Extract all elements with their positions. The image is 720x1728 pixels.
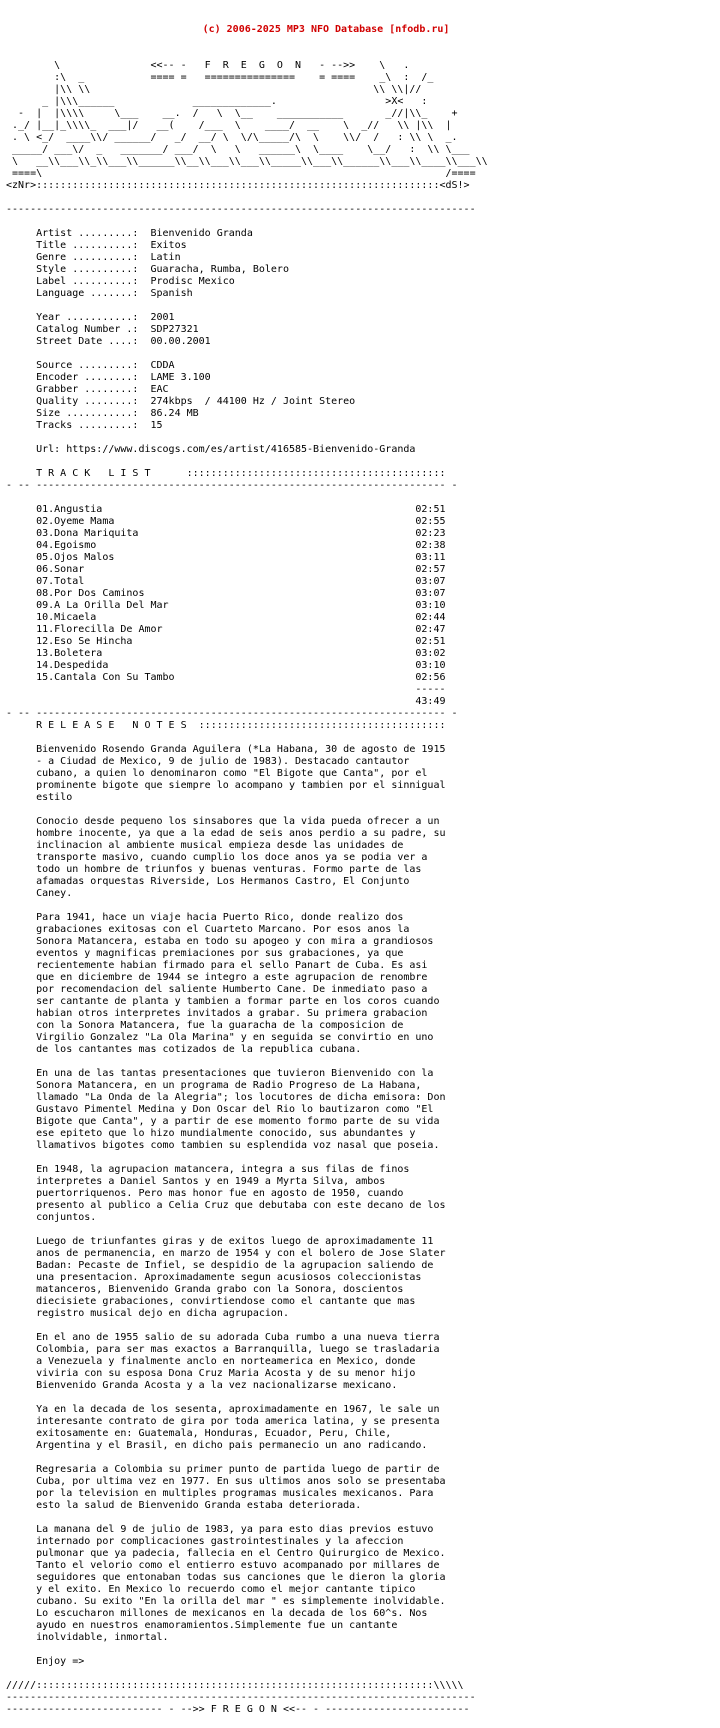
nfo-line: una presentacion. Aproximadamente segun acusiosos coleccionistas (6, 1272, 422, 1283)
nfo-line: /////::::::::::::::::::::::::::::::::::::::::::::::::::::::::::::::::::\\\\\ (6, 1680, 464, 1691)
nfo-document (6, 0, 714, 1728)
nfo-line: T R A C K L I S T ::::::::::::::::::::::::::::::::::::::::::: (6, 468, 446, 479)
nfo-line: Catalog Number .: SDP27321 (6, 324, 199, 335)
nfo-line: . \ <_/ ____\\/ ______/ _/ __/ \ \/\_____/\ \ \\/ / : \\ \ _. (6, 132, 458, 143)
nfo-line: Style ..........: Guaracha, Rumba, Bolero (6, 264, 289, 275)
nfo-line: Cuba, por ultima vez en 1977. En sus ultimos anos solo se presentaba (6, 1476, 446, 1487)
nfo-line: pulmonar que ya padecia, fallecia en el Centro Quirurgico de Mexico. (6, 1548, 446, 1559)
nfo-line (6, 456, 714, 468)
nfo-line (6, 1320, 714, 1332)
nfo-line (6, 492, 714, 504)
nfo-line: interesante contrato de gira por toda america latina, y se presenta (6, 1416, 440, 1427)
nfo-line: 06.Sonar 02:57 (6, 564, 446, 575)
nfo-line (6, 192, 714, 204)
nfo-line: 43:49 (6, 696, 446, 707)
nfo-line (6, 900, 714, 912)
nfo-line: 02.Oyeme Mama 02:55 (6, 516, 446, 527)
nfo-line: Street Date ....: 00.00.2001 (6, 336, 211, 347)
nfo-line: por la television en multiples programas musicales mexicanos. Para (6, 1488, 434, 1499)
nfo-line: registro musical dejo en dicha agrupacion. (6, 1308, 289, 1319)
nfo-line: -------------------------- - -->> F R E G O N <<-- - ------------------------ (6, 1704, 470, 1715)
nfo-line (6, 216, 714, 228)
nfo-line: prominente bigote que siempre lo acompano y tambien por el sinnigual (6, 780, 446, 791)
nfo-line: En 1948, la agrupacion matancera, integra a sus filas de finos (6, 1164, 410, 1175)
nfo-line: R E L E A S E N O T E S ::::::::::::::::::::::::::::::::::::::::: (6, 720, 446, 731)
nfo-line (6, 300, 714, 312)
nfo-line: 11.Florecilla De Amor 02:47 (6, 624, 446, 635)
nfo-line (6, 1644, 714, 1656)
nfo-line: llamativos bigotes como tambien su esplendida voz nasal que poseia. (6, 1140, 440, 1151)
nfo-line: que en diciembre de 1944 se integro a este agrupacion de renombre (6, 972, 428, 983)
nfo-line: 15.Cantala Con Su Tambo 02:56 (6, 672, 446, 683)
nfo-line: a Venezuela y finalmente anclo en norteamerica en Mexico, donde (6, 1356, 416, 1367)
nfo-line: Size ...........: 86.24 MB (6, 408, 199, 419)
nfo-line: :\ _ ==== = =============== = ==== _\ : /_ (6, 72, 434, 83)
nfo-line: |\\ \\ \\ \\|// (6, 84, 422, 95)
nfo-line: viviria con su esposa Dona Cruz Maria Acosta y de su menor hijo (6, 1368, 416, 1379)
nfo-line (6, 1392, 714, 1404)
nfo-line: llamado "La Onda de la Alegria"; los locutores de dicha emisora: Don (6, 1092, 446, 1103)
nfo-line: eventos y magnificas premiaciones por sus grabaciones, ya que (6, 948, 404, 959)
nfo-line (6, 1512, 714, 1524)
nfo-line: inclinacion al ambiente musical empieza desde las unidades de (6, 840, 404, 851)
nfo-line: Badan: Pecaste de Infiel, se despidio de la agrupacion saliendo de (6, 1260, 434, 1271)
nfo-line: Caney. (6, 888, 73, 899)
nfo-line: hombre inocente, ya que a la edad de seis anos perdio a su padre, su (6, 828, 446, 839)
nfo-line: 13.Boletera 03:02 (6, 648, 446, 659)
nfo-line: ------------------------------------------------------------------------------ (6, 204, 476, 215)
nfo-line: seguidores que entonaban todas sus canciones que le dieron la gloria (6, 1572, 446, 1583)
nfo-line: - | |\\\\ \___ __. / \ \__ ___________ _//|\\_ + (6, 108, 458, 119)
nfo-line: de los cantantes mas cotizados de la republica cubana. (6, 1044, 362, 1055)
nfo-line: y el exito. En Mexico lo recuerdo como el mejor cantante tipico (6, 1584, 416, 1595)
nfo-line: Lo escucharon millones de mexicanos en la decada de los 60^s. Nos (6, 1608, 428, 1619)
nfo-line: Conocio desde pequeno los sinsabores que la vida pueda ofrecer a un (6, 816, 440, 827)
nfo-line: Genre ..........: Latin (6, 252, 181, 263)
nfo-line: ser cantante de planta y tambien a formar parte en los coros cuando (6, 996, 440, 1007)
nfo-line: con la Sonora Matancera, fue la guaracha de la composicion de (6, 1020, 404, 1031)
nfo-line: 03.Dona Mariquita 02:23 (6, 528, 446, 539)
nfo-line: anos de permanencia, en marzo de 1954 y con el bolero de Jose Slater (6, 1248, 446, 1259)
nfo-line: recientemente habian firmado para el sello Panart de Cuba. Es asi (6, 960, 428, 971)
nfo-line: 07.Total 03:07 (6, 576, 446, 587)
nfodb-credit[interactable]: (c) 2006-2025 MP3 NFO Database [nfodb.ru] (202, 24, 450, 35)
nfo-line: puertorriquenos. Pero mas honor fue en agosto de 1950, cuando (6, 1188, 404, 1199)
nfo-line: 09.A La Orilla Del Mar 03:10 (6, 600, 446, 611)
nfo-line (6, 348, 714, 360)
nfo-line: - a Ciudad de Mexico, 9 de julio de 1983). Destacado cantautor (6, 756, 410, 767)
nfo-line: Regresaria a Colombia su primer punto de partida luego de partir de (6, 1464, 440, 1475)
nfo-line: \ __\\___\\_\\___\\______\\__\\___\\___\\_____\\___\\______\\___\\____\\___\\ (6, 156, 488, 167)
nfo-line: Bienvenido Granda Acosta y a la vez nacionalizarse mexicano. (6, 1380, 398, 1391)
nfo-line: conjuntos. (6, 1212, 97, 1223)
nfo-line: En una de las tantas presentaciones que tuvieron Bienvenido con la (6, 1068, 434, 1079)
nfo-line: estilo (6, 792, 73, 803)
nfo-line: Label ..........: Prodisc Mexico (6, 276, 235, 287)
nfo-body (6, 60, 714, 1716)
nfo-line: Para 1941, hace un viaje hacia Puerto Rico, donde realizo dos (6, 912, 404, 923)
nfo-line: inolvidable, inmortal. (6, 1632, 169, 1643)
nfo-line: - -- -------------------------------------------------------------------- - (6, 708, 458, 719)
nfo-line: Sonora Matancera, en un programa de Radio Progreso de La Habana, (6, 1080, 422, 1091)
nfo-line: Bienvenido Rosendo Granda Aguilera (*La Habana, 30 de agosto de 1915 (6, 744, 446, 755)
nfo-line: Tanto el velorio como el entierro estuvo acompanado por millares de (6, 1560, 440, 1571)
nfo-line: ._/ |__|_\\\\_ ___|/ __( /___ \ ____/ __ \ _// \\ |\\ | (6, 120, 452, 131)
nfo-line: cubano. Su exito "En la orilla del mar " es simplemente inolvidable. (6, 1596, 446, 1607)
nfo-line: Ya en la decada de los sesenta, aproximadamente en 1967, le sale un (6, 1404, 440, 1415)
nfo-line: Virgilio Gonzalez "La Ola Marina" y en seguida se convirtio en uno (6, 1032, 434, 1043)
nfo-line: ====\ /==== (6, 168, 476, 179)
nfo-line: por recomendacion del saliente Humberto Cane. De inmediato paso a (6, 984, 428, 995)
nfo-line: 08.Por Dos Caminos 03:07 (6, 588, 446, 599)
nfo-line: 12.Eso Se Hincha 02:51 (6, 636, 446, 647)
nfo-line: afamadas orquestas Riverside, Los Hermanos Castro, El Conjunto (6, 876, 410, 887)
nfo-line: La manana del 9 de julio de 1983, ya para esto dias previos estuvo (6, 1524, 434, 1535)
nfo-line (6, 804, 714, 816)
nfo-line: Encoder ........: LAME 3.100 (6, 372, 211, 383)
nfo-line: todo un hombre de triunfos y buenas venturas. Formo parte de las (6, 864, 422, 875)
nfo-line: Gustavo Pimentel Medina y Don Oscar del Rio lo bautizaron como "El (6, 1104, 434, 1115)
nfo-line: Title ..........: Exitos (6, 240, 187, 251)
nfo-line: presento al publico a Celia Cruz que debutaba con este decano de los (6, 1200, 446, 1211)
nfo-line: Sonora Matancera, estaba en todo su apogeo y con mira a grandiosos (6, 936, 434, 947)
nfo-line: Grabber ........: EAC (6, 384, 169, 395)
nfo-line: Language .......: Spanish (6, 288, 193, 299)
nfo-line: grabaciones exitosas con el Cuarteto Marcano. Por esos anos la (6, 924, 410, 935)
nfo-line: Artist .........: Bienvenido Granda (6, 228, 253, 239)
nfo-line: Argentina y el Brasil, en dicho pais permanecio un ano radicando. (6, 1440, 428, 1451)
nfo-line: 05.Ojos Malos 03:11 (6, 552, 446, 563)
nfo-line (6, 432, 714, 444)
nfo-line: <zNr>:::::::::::::::::::::::::::::::::::::::::::::::::::::::::::::::::::<dS!> (6, 180, 470, 191)
nfo-line: _ |\\\______ _____________. >X< : (6, 96, 428, 107)
nfo-line: _____/ ___\/ _ _______/ ___/ \ \ ______\ \____ \__/ : \\ \___ (6, 144, 470, 155)
nfo-line: Quality ........: 274kbps / 44100 Hz / Joint Stereo (6, 396, 356, 407)
nfo-line: Enjoy => (6, 1656, 85, 1667)
nfo-line: Tracks .........: 15 (6, 420, 163, 431)
nfo-line: internado por complicaciones gastrointestinales y la afeccion (6, 1536, 404, 1547)
nfo-line: 10.Micaela 02:44 (6, 612, 446, 623)
nfo-line: 04.Egoismo 02:38 (6, 540, 446, 551)
nfo-line: diecisiete grabaciones, convirtiendose como el cantante que mas (6, 1296, 416, 1307)
nfo-line: 14.Despedida 03:10 (6, 660, 446, 671)
nfo-line: En el ano de 1955 salio de su adorada Cuba rumbo a una nueva tierra (6, 1332, 440, 1343)
nfo-line (6, 1668, 714, 1680)
nfo-line: ayudo en nuestros enamoramientos.Simplemente fue un cantante (6, 1620, 398, 1631)
nfo-line (6, 1056, 714, 1068)
nfo-line: \ <<-- - F R E G O N - -->> \ . (6, 60, 410, 71)
nfo-line: ------------------------------------------------------------------------------ (6, 1692, 476, 1703)
nfo-line: cubano, a quien lo denominaron como "El Bigote que Canta", por el (6, 768, 428, 779)
nfo-line: 01.Angustia 02:51 (6, 504, 446, 515)
nfo-line (6, 1152, 714, 1164)
nfo-line: Bigote que Canta", y a partir de ese momento formo parte de su vida (6, 1116, 440, 1127)
nfo-line: Luego de triunfantes giras y de exitos luego de aproximadamente 11 (6, 1236, 434, 1247)
nfo-line: Url: https://www.discogs.com/es/artist/416585-Bienvenido-Granda (6, 444, 416, 455)
nfo-line: transporte masivo, cuando cumplio los doce anos ya se podia ver a (6, 852, 428, 863)
nfo-line (6, 732, 714, 744)
nfo-line (6, 1224, 714, 1236)
nfo-line: esto la salud de Bienvenido Granda estaba deteriorada. (6, 1500, 362, 1511)
nfo-line (6, 1452, 714, 1464)
nfo-line: Year ...........: 2001 (6, 312, 175, 323)
nfo-line: Source .........: CDDA (6, 360, 175, 371)
nfo-line: ----- (6, 684, 446, 695)
nfo-line: - -- -------------------------------------------------------------------- - (6, 480, 458, 491)
nfo-line: Colombia, para ser mas exactos a Barranquilla, luego se trasladaria (6, 1344, 440, 1355)
nfo-line: ese epiteto que lo hizo mundialmente conocido, sus abundantes y (6, 1128, 416, 1139)
nfo-line: interpretes a Daniel Santos y en 1949 a Myrta Silva, ambos (6, 1176, 386, 1187)
nfo-line: matanceros, Bienvenido Granda grabo con la Sonora, doscientos (6, 1284, 404, 1295)
nfo-line: habian otros interpretes invitados a grabar. Su primera grabacion (6, 1008, 428, 1019)
nfo-line: exitosamente en: Guatemala, Honduras, Ecuador, Peru, Chile, (6, 1428, 392, 1439)
